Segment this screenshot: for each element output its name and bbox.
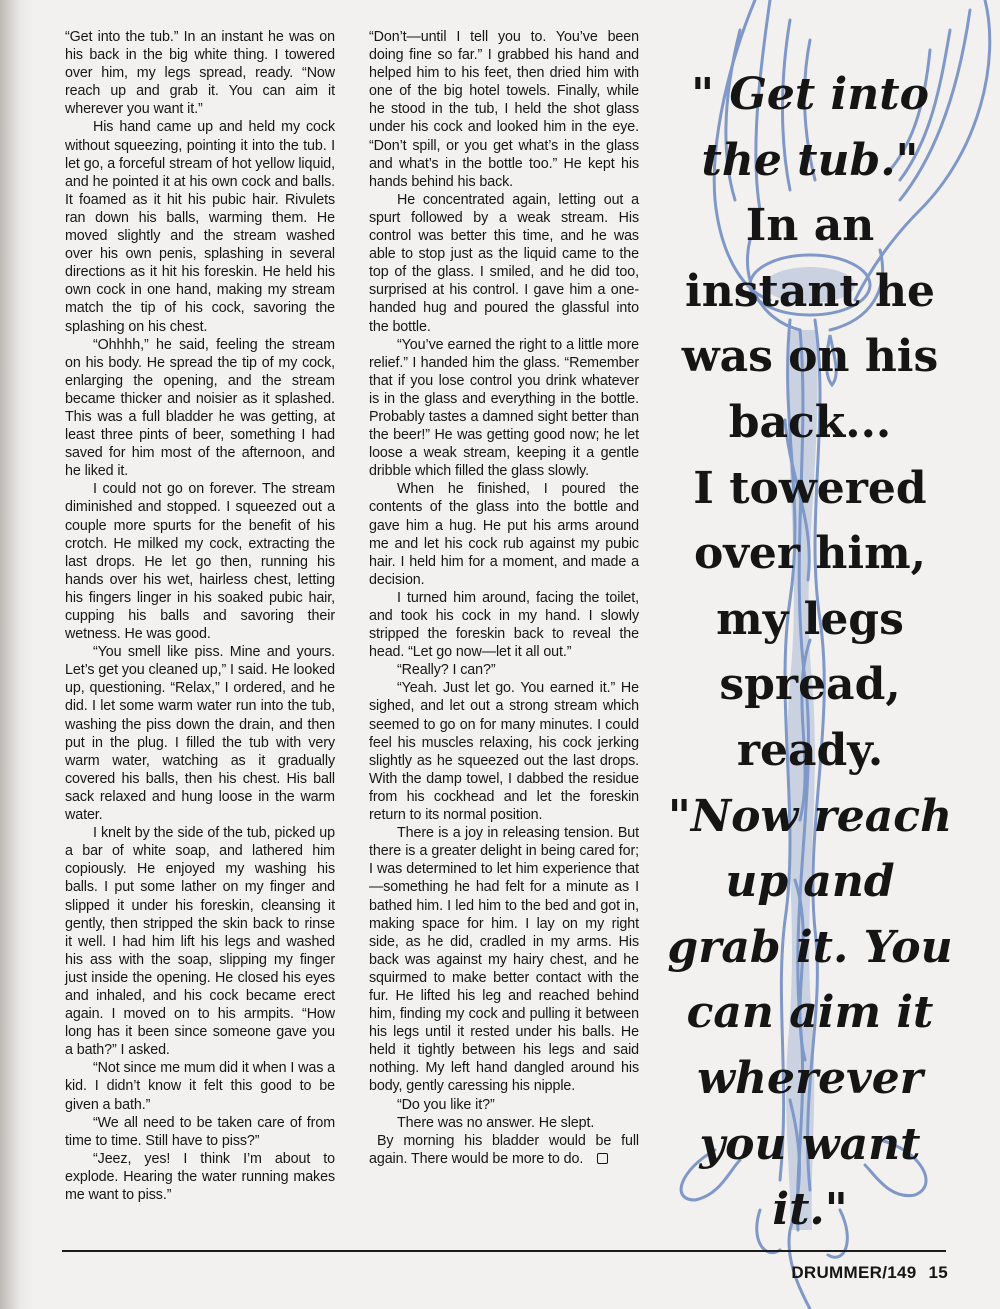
pull-quote-line: my legs [716, 593, 904, 645]
closing-paragraph [369, 1132, 639, 1168]
pull-quote [660, 62, 960, 1243]
pull-quote-line: back... [728, 396, 892, 448]
pull-quote-line: you want [699, 1118, 921, 1170]
pull-quote-line: the tub." [701, 134, 919, 186]
paragraph: When he finished, I poured the contents of the glass into the bottle and gave him a hug. He put his arms around me and let his cock rub against my pubic hair. I held him for a moment, and made a decision. [369, 481, 639, 588]
paragraph: “Really? I can?” [397, 662, 496, 679]
paragraph: “We all need to be taken care of from time to time. Still have to piss?” [65, 1114, 335, 1149]
pull-quote-line: "Now reach [667, 790, 953, 842]
pull-quote-line: can aim it [686, 987, 934, 1039]
pull-quote-line: wherever [697, 1052, 923, 1104]
paragraph: “Not since me mum did it when I was a kid. I didn’t know it felt this good to be given a bath.” [65, 1060, 335, 1113]
pull-quote-line: over him, [694, 528, 926, 580]
footer-rule [62, 1250, 946, 1252]
pull-quote-line: " Get into [691, 69, 929, 120]
paragraph: “You smell like piss. Mine and yours. Let’s get you cleaned up,” I said. He looked up, questioning. “Relax,” I ordered, and he did. I let some warm water run into the tub, washing the piss down the drain, and then put in the plug. I filled the tub with very warm water, watching as it gradually covered his balls, then his chest. His ball sack relaxed and hung loose in the warm water. [65, 644, 335, 824]
paragraph: “Ohhhh,” he said, feeling the stream on his body. He spread the tip of my cock, enlarging the opening, and the stream became thicker and noisier as it splashed. This was a full bladder he was getting, at least three pints of beer, something I had saved for him most of the afternoon, and he liked it. [65, 336, 335, 480]
article-column-2 [369, 28, 639, 1168]
paragraph: “You’ve earned the right to a little more relief.” I handed him the glass. “Remember that if you lose control you drink whatever is in the glass and everything in the bottle. Probably tastes a damned sight better than the beer!” He was getting good now; he let loose a weak stream, keeping it a gentle dribble which filled the glass slowly. [369, 336, 639, 480]
page-gutter-shadow [0, 0, 34, 1309]
pull-quote-line: up and [725, 856, 895, 908]
paragraph: “Get into the tub.” In an instant he was on his back in the big white thing. I towered over him, my legs spread, ready. “Now reach up and grab it. You can aim it wherever you want it.” [65, 29, 335, 118]
paragraph: There is a joy in releasing tension. But there is a greater delight in being cared for; I was determined to let him experience that—something he had felt for a minute as I bathed him. I led him to the bed and got in, making space for him. I lay on my right side, as he did, cradled in my arms. His back was against my hairy chest, and he squirmed to make better contact with the fur. He lifted his leg and reached behind him, finding my cock and pulling it between his legs until it rested under his balls. He held it tightly between his legs and said nothing. My left hand dangled around his body, gently caressing his nipple. [369, 825, 639, 1095]
paragraph: His hand came up and held my cock without squeezing, pointing it into the tub. I let go, a forceful stream of hot yellow liquid, and he pointed it at his own cock and balls. It foamed as it hit his pubic hair. Rivulets ran down his balls, warming them. He moved slightly and the stream washed over his own penis, splashing in several directions as it hit his foreskin. He held his own cock in one hand, making my stream match the tip of his cock, savoring the splashing on his chest. [65, 119, 335, 335]
paragraph: “Don’t—until I tell you to. You’ve been doing fine so far.” I grabbed his hand and helped him to his feet, then dried him with one of the big hotel towels. Finally, while he stood in the tub, I held the shot glass under his cock and looked him in the eye. “Don’t spill, or you get what’s in the glass and what’s in the bottle too.” He kept his hands behind his back. [369, 29, 639, 190]
paragraph: I knelt by the side of the tub, picked up a bar of white soap, and lathered him copiously. He enjoyed my washing his balls. I put some lather on my finger and slipped it under his foreskin, cleansing it gently, then stripped the skin back to rinse it well. I had him lift his legs and washed his ass with the soap, slipping my finger just inside the opening. He closed his eyes and inhaled, and his cock became erect again. I moved on to his armpits. “How long has it been since someone gave you a bath?” I asked. [65, 825, 335, 1059]
publication-name: DRUMMER/149 [791, 1263, 917, 1282]
paragraph: I could not go on forever. The stream diminished and stopped. I squeezed out a couple more spurts for the benefit of his crotch. He milked my cock, extracting the last drops. He let go then, running his hands over his wet, hairless chest, letting his fingers linger in his soaked pubic hair, cupping his balls and savoring their wetness. He was good. [65, 481, 335, 643]
pull-quote-line: it." [772, 1184, 848, 1236]
page-number: 15 [928, 1263, 948, 1282]
paragraph: There was no answer. He slept. [397, 1114, 595, 1131]
pull-quote-line: I towered [693, 462, 927, 514]
paragraph: “Jeez, yes! I think I’m about to explode. Hearing the water running makes me want to piss.” [65, 1150, 335, 1203]
page-footer [791, 1263, 948, 1283]
paragraph: “Do you like it?” [397, 1096, 495, 1113]
pull-quote-line: ready. [736, 724, 884, 776]
closing-text: By morning his bladder would be full again. There would be more to do. [369, 1132, 639, 1167]
pull-quote-line: instant he [685, 265, 935, 317]
pull-quote-line: spread, [719, 659, 901, 711]
pull-quote-line: grab it. You [667, 921, 953, 973]
end-mark-icon [597, 1153, 608, 1164]
article-column-1 [65, 28, 335, 1204]
paragraph: I turned him around, facing the toilet, and took his cock in my hand. I slowly stripped the foreskin back to reveal the head. “Let go now—let it all out.” [369, 589, 639, 661]
pull-quote-line: was on his [681, 331, 939, 383]
paragraph: He concentrated again, letting out a spurt followed by a weak stream. His control was better this time, and he was able to stop just as the liquid came to the top of the glass. I smiled, and he did too, surprised at his control. I gave him a one-handed hug and poured the glassful into the bottle. [369, 191, 639, 335]
paragraph: “Yeah. Just let go. You earned it.” He sighed, and let out a strong stream which seemed to go on for many minutes. I could feel his muscles relaxing, his cock jerking slightly as he squeezed out the last drops. With the damp towel, I dabbed the residue from his cockhead and let the foreskin return to its normal position. [369, 680, 639, 824]
pull-quote-line: In an [745, 200, 875, 252]
